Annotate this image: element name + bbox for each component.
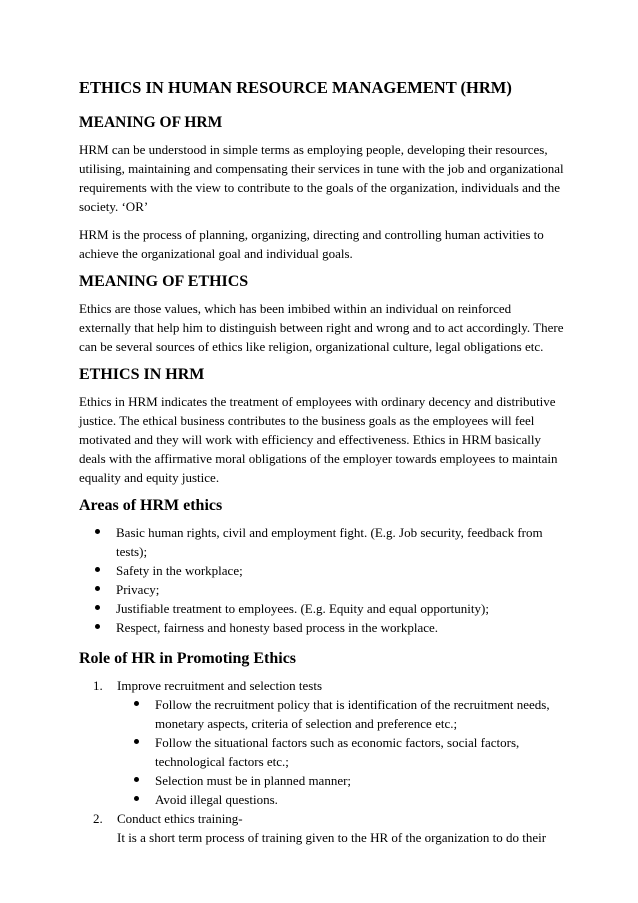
areas-list-item [79, 599, 565, 618]
role-item-label: Conduct ethics training- [117, 811, 243, 826]
role-sublist [117, 695, 565, 809]
areas-list-item [79, 618, 565, 637]
role-item-number: 2. [93, 811, 103, 826]
bullet-icon [134, 777, 139, 782]
role-item-text: It is a short term process of training given to the HR of the organization to do their [117, 830, 547, 845]
meaning-hrm-heading: MEANING OF HRM [79, 114, 223, 131]
role-list-item-1 [79, 676, 565, 809]
role-item-label: Improve recruitment and selection tests [117, 678, 323, 693]
role-item-number: 1. [93, 678, 103, 693]
role-subitem-text: Avoid illegal questions. [155, 792, 278, 807]
ethics-in-hrm-heading: ETHICS IN HRM [79, 366, 205, 383]
meaning-ethics-paragraph: Ethics are those values, which has been imbibed within an individual on reinforced externally that help him to distinguish between right and wrong and to act accordingly. There can be several sources of ethics like religion, organizational culture, legal obligations etc. [79, 301, 564, 354]
bullet-icon [95, 529, 100, 534]
areas-list [79, 523, 565, 637]
document-title: ETHICS IN HUMAN RESOURCE MANAGEMENT (HRM) [79, 78, 512, 97]
bullet-icon [95, 567, 100, 572]
bullet-icon [134, 701, 139, 706]
meaning-hrm-paragraph-2: HRM is the process of planning, organizing, directing and controlling human activities to achieve the organizational goal and individual goals. [79, 227, 544, 261]
role-subitem-text: Follow the recruitment policy that is identification of the recruitment needs, monetary aspects, criteria of selection and preference etc.; [155, 697, 550, 731]
bullet-icon [134, 796, 139, 801]
role-subitem-text: Follow the situational factors such as economic factors, social factors, technological factors etc.; [155, 735, 520, 769]
areas-list-item [79, 523, 565, 561]
bullet-icon [95, 624, 100, 629]
role-sublist-item [117, 771, 565, 790]
areas-item-text: Respect, fairness and honesty based process in the workplace. [116, 620, 439, 635]
role-list-item-2 [79, 809, 565, 847]
areas-item-text: Privacy; [116, 582, 160, 597]
role-sublist-item [117, 790, 565, 809]
areas-list-item [79, 580, 565, 599]
areas-list-item [79, 561, 565, 580]
meaning-ethics-heading: MEANING OF ETHICS [79, 273, 249, 290]
bullet-icon [95, 605, 100, 610]
areas-item-text: Justifiable treatment to employees. (E.g. Equity and equal opportunity); [116, 601, 489, 616]
bullet-icon [95, 586, 100, 591]
role-heading: Role of HR in Promoting Ethics [79, 650, 297, 667]
areas-heading: Areas of HRM ethics [79, 497, 223, 514]
ethics-in-hrm-paragraph: Ethics in HRM indicates the treatment of employees with ordinary decency and distributive justice. The ethical business contributes to the business goals as the employees will feel motivated and they will work with efficiency and effectiveness. Ethics in HRM basically deals with the affirmative moral obligations of the employer towards employees to maintain equality and equity justice. [79, 394, 558, 485]
meaning-hrm-paragraph-1: HRM can be understood in simple terms as employing people, developing their resources, utilising, maintaining and compensating their services in tune with the job and organizational requirements with the view to contribute to the goals of the organization, individuals and the society. ‘OR’ [79, 142, 564, 214]
role-sublist-item [117, 733, 565, 771]
areas-item-text: Basic human rights, civil and employment fight. (E.g. Job security, feedback from tests); [116, 525, 543, 559]
role-list [79, 676, 565, 847]
areas-item-text: Safety in the workplace; [116, 563, 243, 578]
document-page [79, 78, 565, 847]
role-subitem-text: Selection must be in planned manner; [155, 773, 352, 788]
bullet-icon [134, 739, 139, 744]
role-sublist-item [117, 695, 565, 733]
